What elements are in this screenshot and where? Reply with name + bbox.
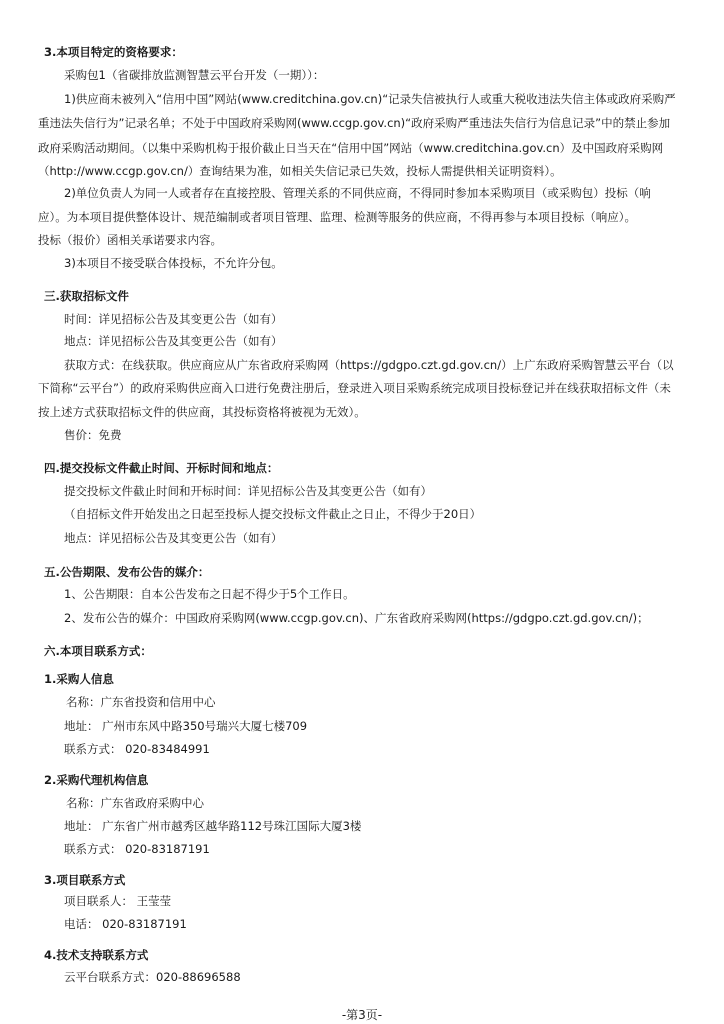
project-contact-phone: 电话： 020-83187191 xyxy=(64,917,187,931)
notice-period: 1、公告期限：自本公告发布之日起不得少于5个工作日。 xyxy=(64,587,355,601)
contact-4-title: 4.技术支持联系方式 xyxy=(44,948,149,962)
section-3-title: 3.本项目特定的资格要求： xyxy=(44,45,183,59)
requirement-1-line-3: 政府采购活动期间。（以集中采购机构于报价截止日当天在“信用中国”网站（www.creditchina.gov.cn）及中国政府采购网 xyxy=(38,141,664,155)
bid-deadline: 提交投标文件截止时间和开标时间：详见招标公告及其变更公告（如有） xyxy=(64,484,432,498)
section-4-title: 四.提交投标文件截止时间、开标时间和地点： xyxy=(44,461,279,475)
purchaser-address: 地址： 广州市东风中路350号瑞兴大厦七楼709 xyxy=(64,719,308,733)
project-contact-person: 项目联系人： 王莹莹 xyxy=(64,894,172,908)
bid-place: 地点：详见招标公告及其变更公告（如有） xyxy=(64,531,283,545)
obtain-method-line-3: 按上述方式获取招标文件的供应商，其投标资格将被视为无效）。 xyxy=(38,405,366,419)
contact-1-title: 1.采购人信息 xyxy=(44,672,114,686)
obtain-method-line-2: 下简称“云平台”）的政府采购供应商入口进行免费注册后，登录进入项目采购系统完成项目投标登记并在线获取招标文件（未 xyxy=(38,381,671,395)
agency-phone: 联系方式： 020-83187191 xyxy=(64,842,210,856)
page-number: -第3页- xyxy=(341,1008,383,1022)
requirement-2-line-1: 2)单位负责人为同一人或者存在直接控股、管理关系的不同供应商，不得同时参加本采购项目（或采购包）投标（响 xyxy=(64,186,651,200)
obtain-method-line-1: 获取方式：在线获取。供应商应从广东省政府采购网（https://gdgpo.czt.gd.gov.cn/）上广东政府采购智慧云平台（以 xyxy=(64,358,674,372)
obtain-price: 售价：免费 xyxy=(64,428,122,442)
obtain-time: 时间：详见招标公告及其变更公告（如有） xyxy=(64,312,283,326)
purchaser-phone: 联系方式： 020-83484991 xyxy=(64,742,210,756)
section-obtain-title: 三.获取招标文件 xyxy=(44,289,129,303)
agency-address: 地址： 广东省广州市越秀区越华路112号珠江国际大厦3楼 xyxy=(64,819,362,833)
package-1-label: 采购包1（省碳排放监测智慧云平台开发（一期））： xyxy=(64,68,325,82)
requirement-3: 3)本项目不接受联合体投标，不允许分包。 xyxy=(64,256,283,270)
bid-deadline-note: （自招标文件开始发出之日起至投标人提交投标文件截止之日止，不得少于20日） xyxy=(64,507,482,521)
requirement-1-line-2: 重违法失信行为”记录名单；不处于中国政府采购网(www.ccgp.gov.cn)“政府采购严重违法失信行为信息记录”中的禁止参加 xyxy=(38,116,671,130)
tech-support-phone: 云平台联系方式：020-88696588 xyxy=(64,970,241,984)
requirement-2-line-2: 应）。为本项目提供整体设计、规范编制或者项目管理、监理、检测等服务的供应商，不得再参与本项目投标（响应）。 xyxy=(38,210,636,224)
notice-media: 2、发布公告的媒介：中国政府采购网(www.ccgp.gov.cn)、广东省政府采购网(https://gdgpo.czt.gd.gov.cn/)； xyxy=(64,611,649,625)
purchaser-name: 名称：广东省投资和信用中心 xyxy=(66,695,216,709)
requirement-1-line-1: 1)供应商未被列入“信用中国”网站(www.creditchina.gov.cn)“记录失信被执行人或重大税收违法失信主体或政府采购严 xyxy=(64,92,676,106)
agency-name: 名称：广东省政府采购中心 xyxy=(66,796,204,810)
section-6-title: 六.本项目联系方式： xyxy=(44,644,152,658)
requirement-1-line-4: （http://www.ccgp.gov.cn/）查询结果为准，如相关失信记录已失效，投标人需提供相关证明资料）。 xyxy=(38,164,562,178)
contact-2-title: 2.采购代理机构信息 xyxy=(44,773,149,787)
section-5-title: 五.公告期限、发布公告的媒介： xyxy=(44,565,210,579)
contact-3-title: 3.项目联系方式 xyxy=(44,873,126,887)
obtain-place: 地点：详见招标公告及其变更公告（如有） xyxy=(64,334,283,348)
requirement-2-line-3: 投标（报价）函相关承诺要求内容。 xyxy=(38,233,222,247)
